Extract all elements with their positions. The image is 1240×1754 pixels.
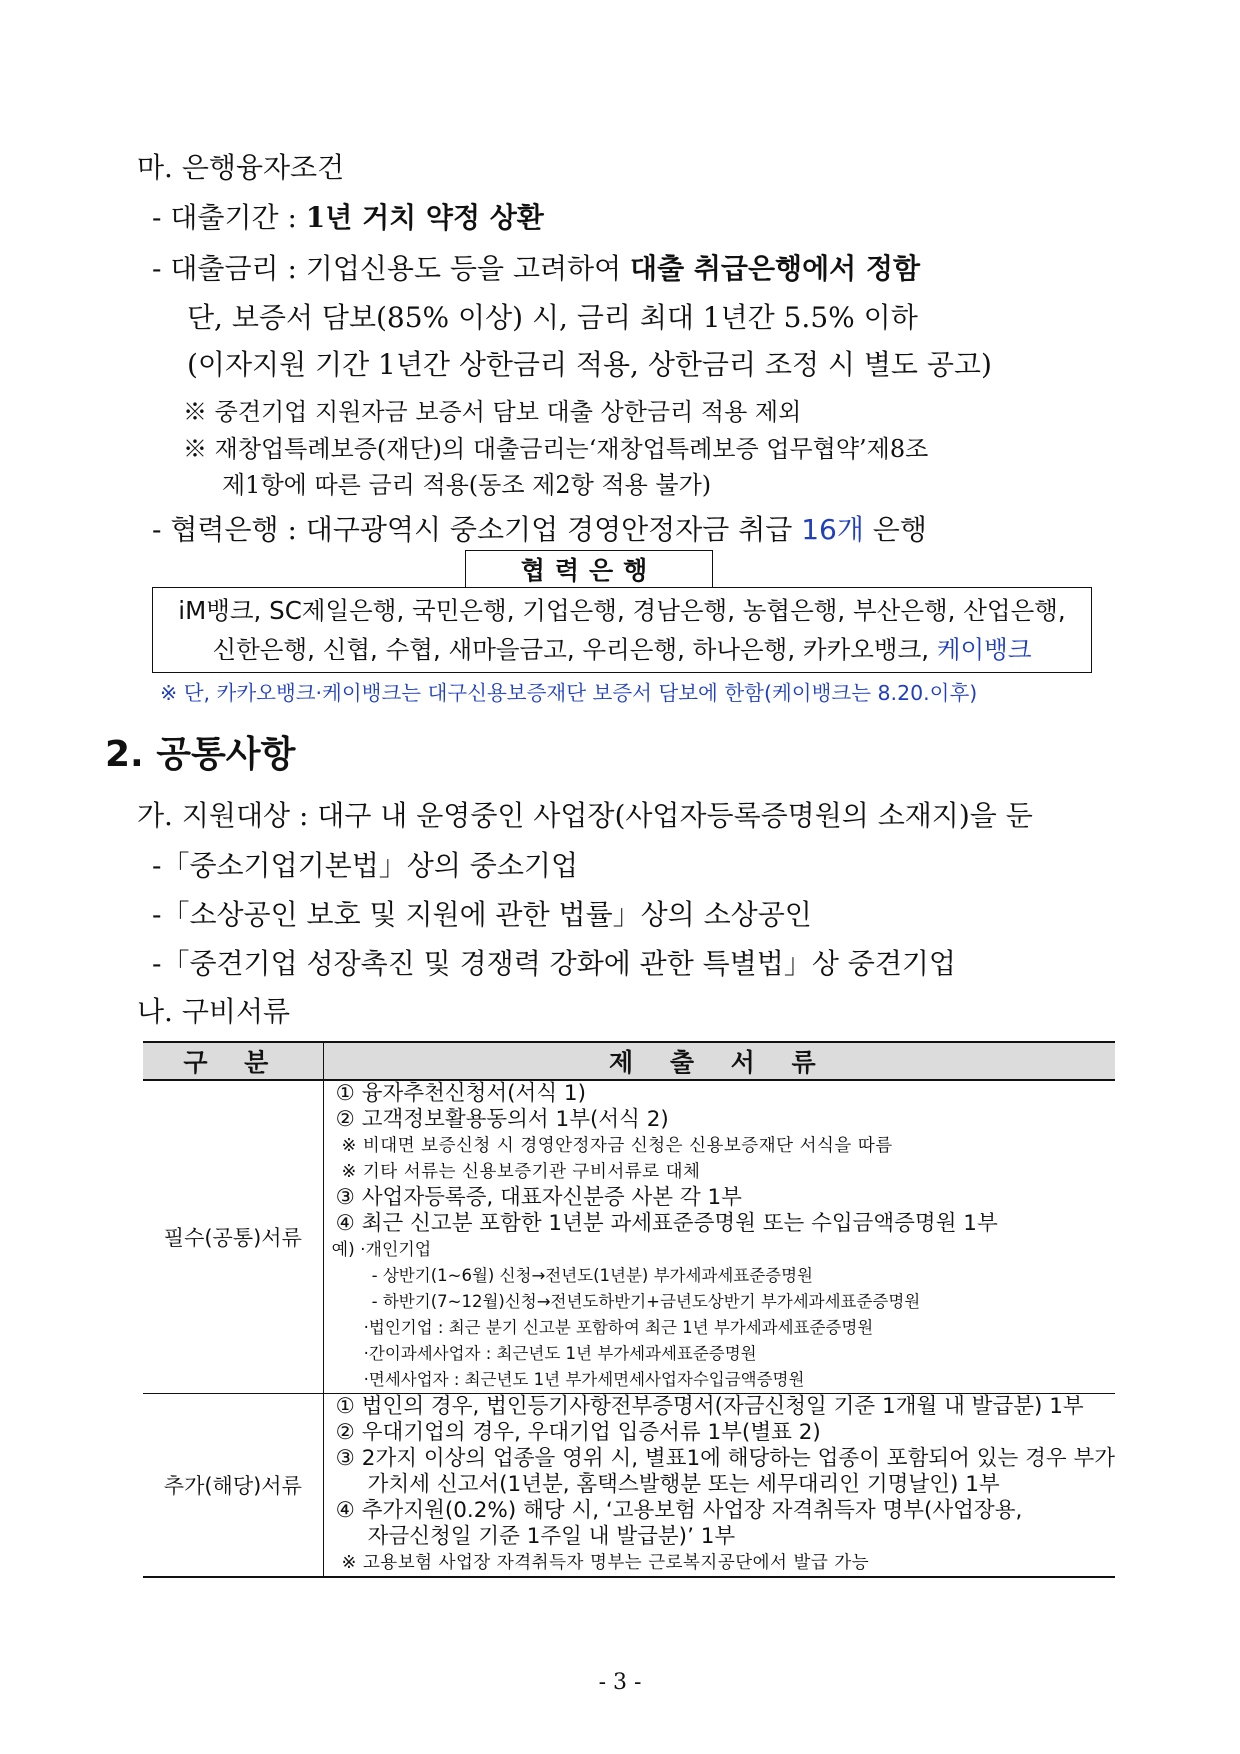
doc-line: ② 우대기업의 경우, 우대기업 입증서류 1부(별표 2): [335, 1420, 821, 1445]
doc-line: ③ 사업자등록증, 대표자신분증 사본 각 1부: [335, 1185, 742, 1210]
doc-line: ※ 고용보험 사업장 자격취득자 명부는 근로복지공단에서 발급 가능: [341, 1553, 870, 1573]
doc-line: ·간이과세사업자 : 최근년도 1년 부가세과세표준증명원: [363, 1344, 757, 1363]
doc-line: - 상반기(1~6월) 신청→전년도(1년분) 부가세과세표준증명원: [371, 1266, 813, 1285]
section2-heading: 2. 공통사항: [105, 734, 296, 775]
doc-line: - 하반기(7~12월)신청→전년도하반기+금년도상반기 부가세과세표준증명원: [371, 1292, 921, 1311]
category-additional: 추가(해당)서류: [143, 1394, 323, 1578]
doc-line: ③ 2가지 이상의 업종을 영위 시, 별표1에 해당하는 업종이 포함되어 있는 경우 부가: [335, 1446, 1115, 1471]
loan-rate: [152, 247, 920, 287]
doc-line: ④ 추가지원(0.2%) 해당 시, ‘고용보험 사업장 자격취득자 명부(사업장용,: [335, 1498, 1023, 1523]
loan-rate-label: - 대출금리 : 기업신용도 등을 고려하여: [152, 252, 631, 285]
category-required: 필수(공통)서류: [143, 1080, 323, 1394]
partner-bank-list-line2: 신한은행, 신협, 수협, 새마을금고, 우리은행, 하나은행, 카카오뱅크,: [212, 635, 937, 664]
loan-period-value: 1년 거치 약정 상환: [305, 201, 544, 234]
page-number: - 3 -: [598, 1670, 642, 1695]
doc-line: ※ 비대면 보증신청 시 경영안정자금 신청은 신용보증재단 서식을 따름: [341, 1136, 893, 1156]
ga-item-1: -「중소기업기본법」상의 중소기업: [152, 849, 578, 882]
partner-banks-suffix: 은행: [863, 513, 927, 546]
partner-bank-kbank: 케이뱅크: [936, 635, 1032, 664]
doc-line: ※ 기타 서류는 신용보증기관 구비서류로 대체: [341, 1162, 701, 1182]
partner-banks-label: - 협력은행 : 대구광역시 중소기업 경영안정자금 취급: [152, 513, 802, 546]
doc-line: ② 고객정보활용동의서 1부(서식 2): [335, 1107, 669, 1132]
table-row: [143, 1394, 1115, 1578]
partner-banks-count: 16개: [801, 513, 864, 546]
loan-period-label: - 대출기간 :: [152, 201, 306, 234]
loan-rate-note2: ※ 재창업특례보증(재단)의 대출금리는‘재창업특례보증 업무협약’제8조: [183, 435, 929, 463]
table-row: [143, 1080, 1115, 1394]
additional-docs-cell: [323, 1394, 1115, 1578]
section-ma-title: 마. 은행융자조건: [137, 151, 345, 184]
partner-bank-list-line1: iM뱅크, SC제일은행, 국민은행, 기업은행, 경남은행, 농협은행, 부산은행, 산업은행,: [178, 596, 1066, 625]
loan-period: [152, 196, 544, 236]
doc-line: ·면세사업자 : 최근년도 1년 부가세면세사업자수입금액증명원: [363, 1370, 805, 1389]
partner-bank-list: [152, 587, 1092, 673]
doc-line: ① 법인의 경우, 법인등기사항전부증명서(자금신청일 기준 1개월 내 발급분) 1부: [335, 1394, 1084, 1419]
partner-banks: [152, 508, 927, 548]
loan-rate-note1: ※ 중견기업 지원자금 보증서 담보 대출 상한금리 적용 제외: [183, 398, 802, 426]
loan-rate-line2: 단, 보증서 담보(85% 이상) 시, 금리 최대 1년간 5.5% 이하: [187, 301, 918, 334]
doc-line: ④ 최근 신고분 포함한 1년분 과세표준증명원 또는 수입금액증명원 1부: [335, 1211, 998, 1236]
na-title: 나. 구비서류: [137, 995, 291, 1028]
loan-rate-value: 대출 취급은행에서 정함: [630, 252, 921, 285]
doc-line: 자금신청일 기준 1주일 내 발급분)’ 1부: [367, 1524, 736, 1549]
ga-item-2: -「소상공인 보호 및 지원에 관한 법률」상의 소상공인: [152, 898, 812, 931]
required-docs-cell: [323, 1080, 1115, 1394]
doc-line: 가치세 신고서(1년분, 홈택스발행분 또는 세무대리인 기명날인) 1부: [367, 1472, 1000, 1497]
partner-bank-note: ※ 단, 카카오뱅크·케이뱅크는 대구신용보증재단 보증서 담보에 한함(케이뱅크는 8.20.이후): [160, 681, 978, 705]
table-header-row: [143, 1042, 1115, 1080]
doc-line: ·법인기업 : 최근 분기 신고분 포함하여 최근 1년 부가세과세표준증명원: [363, 1318, 874, 1337]
header-documents: 제 출 서 류: [323, 1042, 1115, 1080]
ga-item-3: -「중견기업 성장촉진 및 경쟁력 강화에 관한 특별법」상 중견기업: [152, 947, 956, 980]
ga-title: 가. 지원대상 : 대구 내 운영중인 사업장(사업자등록증명원의 소재지)을 둔: [137, 799, 1033, 832]
doc-line: ① 융자추천신청서(서식 1): [335, 1081, 586, 1106]
loan-rate-line3: (이자지원 기간 1년간 상한금리 적용, 상한금리 조정 시 별도 공고): [187, 348, 992, 381]
header-category: 구 분: [143, 1042, 323, 1080]
documents-table: [143, 1041, 1115, 1578]
doc-line: 예) ·개인기업: [331, 1240, 432, 1260]
partner-bank-box-title: 협력은행: [465, 550, 713, 588]
partner-bank-list-line2-wrap: [153, 630, 1091, 669]
loan-rate-note2-cont: 제1항에 따른 금리 적용(동조 제2항 적용 불가): [222, 471, 712, 499]
